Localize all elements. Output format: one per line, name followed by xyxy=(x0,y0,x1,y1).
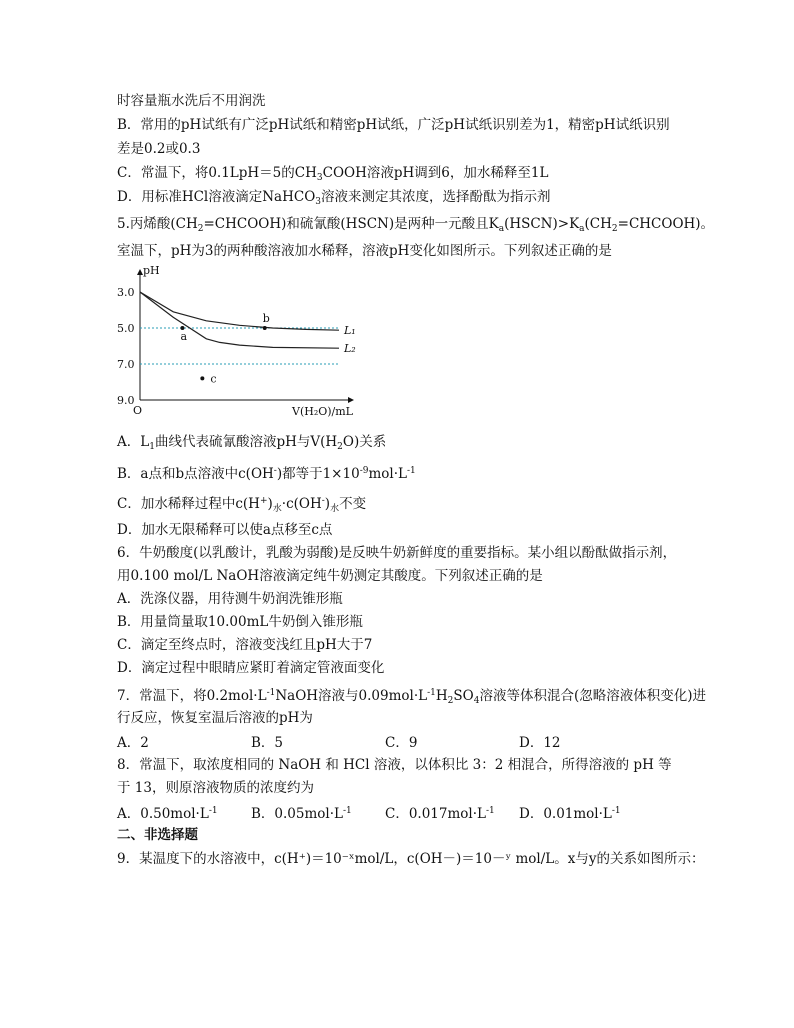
q5-stem: 5.丙烯酸$(CH_2=CHCOOH)$和硫氰酸(HSCN)是两种一元酸且$K_a(HSCN)>K_a(CH_2=CHCOOH)$。 xyxy=(117,216,715,234)
q6-option-b: B．用量筒量取10.00mL牛奶倒入锥形瓶 xyxy=(117,614,363,630)
q8-stem-line2: 于 13，则原溶液物质的浓度约为 xyxy=(117,780,314,796)
q4-option-a-continuation: 时容量瓶水洗后不用润洗 xyxy=(117,93,266,109)
q4-option-c: C．常温下，将0.1LpH＝5的$CH_3COOH$溶液pH调到6，加水稀释至1L xyxy=(117,165,549,183)
q6-option-c: C．滴定至终点时，溶液变浅红且pH大于7 xyxy=(117,637,373,653)
q6-option-d: D．滴定过程中眼睛应紧盯着滴定管液面变化 xyxy=(117,660,385,676)
series-line-1 xyxy=(140,292,339,330)
q8-option-b: B．$0.05mol\cdot L^{-1}$ xyxy=(251,806,352,822)
data-point-b xyxy=(263,326,267,330)
data-point-c xyxy=(200,376,204,380)
q9-stem: 9．某温度下的水溶液中，c(H⁺)＝10⁻ˣmol/L，c(OH－)＝10－ʸ mol/L。x与y的关系如图所示： xyxy=(117,851,705,867)
q5-option-d: D．加水无限稀释可以使a点移至c点 xyxy=(117,522,333,538)
q5-stem-line2: 室温下，pH为3的两种酸溶液加水稀释，溶液pH变化如图所示。下列叙述正确的是 xyxy=(117,243,612,259)
q6-stem: 6．牛奶酸度(以乳酸计，乳酸为弱酸)是反映牛奶新鲜度的重要指标。某小组以酚酞做指示剂， xyxy=(117,545,677,561)
point-label-b: b xyxy=(262,312,270,325)
point-label-a: a xyxy=(180,330,188,343)
q6-stem-line2: 用0.100 mol/L NaOH溶液滴定纯牛奶测定其酸度。下列叙述正确的是 xyxy=(117,568,543,584)
q4-option-b: B．常用的pH试纸有广泛pH试纸和精密pH试纸，广泛pH试纸识别差为1，精密pH试纸识别 xyxy=(117,117,670,133)
y-axis-label: pH xyxy=(143,264,160,277)
q8-option-c: C．$0.017mol\cdot L^{-1}$ xyxy=(385,806,495,822)
section-heading: 二、非选择题 xyxy=(117,827,198,843)
y-tick-label: 7.0 xyxy=(117,358,135,371)
q8-option-d: D．$0.01mol\cdot L^{-1}$ xyxy=(519,806,621,822)
q4-option-b-continuation: 差是0.2或0.3 xyxy=(117,141,201,157)
q8-option-a: A．$0.50mol\cdot L^{-1}$ xyxy=(117,806,218,822)
q7-stem-line2: 行反应，恢复室温后溶液的pH为 xyxy=(117,710,313,726)
q7-option-a: A．2 xyxy=(117,735,149,751)
q8-stem: 8．常温下，取浓度相同的 NaOH 和 HCl 溶液，以体积比 3：2 相混合，所得溶液的 pH 等 xyxy=(117,757,672,773)
ph-dilution-chart xyxy=(117,262,357,422)
q5-option-a: A．$L_1$曲线代表硫氰酸溶液pH与$V(H_2O)$关系 xyxy=(117,434,387,452)
q7-stem: 7．常温下，将$0.2mol\cdot L^{-1}NaOH$溶液与$0.09mol\cdot L^{-1}H_2SO_4$溶液等体积混合(忽略溶液体积变化)进 xyxy=(117,688,707,706)
q5-option-b: B．a点和b点溶液中c(OH-)都等于$1\times 10^{-9}mol\cdot L^{-1}$ xyxy=(117,466,416,482)
q7-option-b: B．5 xyxy=(251,735,284,751)
series-label-1: L₁ xyxy=(344,324,356,338)
point-label-c: c xyxy=(210,372,217,386)
y-tick-label: 3.0 xyxy=(117,286,135,299)
x-axis-label: V(H₂O)/mL xyxy=(292,405,353,418)
series-line-2 xyxy=(140,292,339,348)
q7-option-c: C．9 xyxy=(385,735,418,751)
q5-option-c: C．加水稀释过程中$c(H^+)_水\cdot c(OH^-)_水$不变 xyxy=(117,496,367,514)
series-label-2: L₂ xyxy=(344,342,356,356)
q6-option-a: A．洗涤仪器，用待测牛奶润洗锥形瓶 xyxy=(117,591,343,607)
y-tick-label: 5.0 xyxy=(117,322,135,335)
y-tick-label: 9.0 xyxy=(117,394,135,407)
origin-label: O xyxy=(133,404,143,417)
q7-option-d: D．12 xyxy=(519,735,561,751)
q4-option-d: D．用标准HCl溶液滴定NaHCO$_3$溶液来测定其浓度，选择酚酞为指示剂 xyxy=(117,189,551,207)
